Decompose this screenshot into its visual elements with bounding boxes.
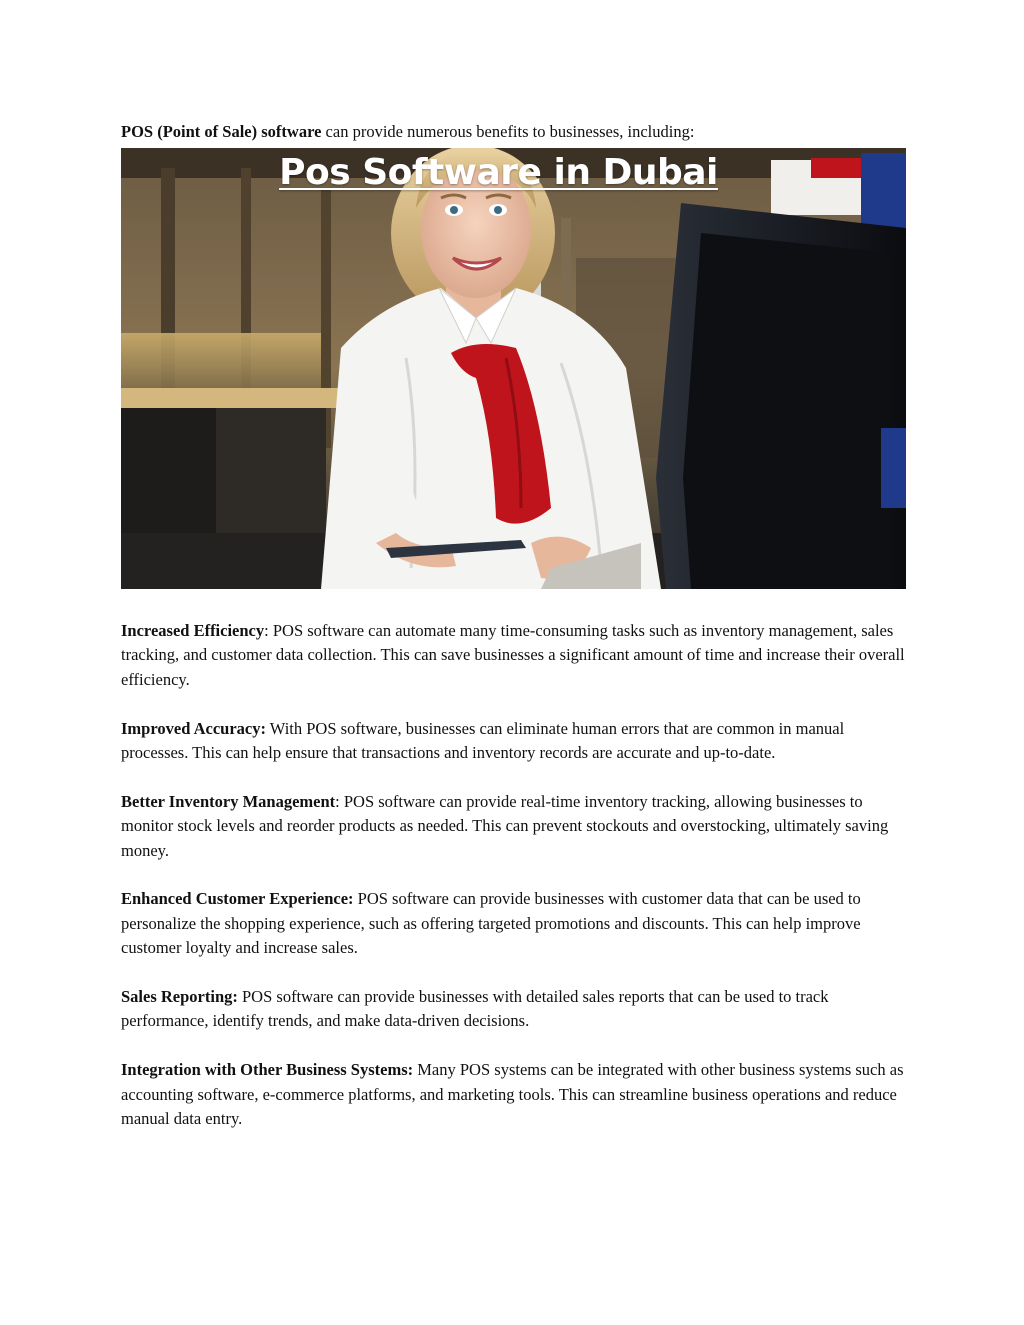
benefit-heading: Sales Reporting: xyxy=(121,987,238,1007)
hero-photo-illustration xyxy=(121,148,906,589)
benefits-list xyxy=(121,619,906,1131)
benefit-text: : POS software can automate many time-consuming tasks such as inventory management, sales tracking, and customer data collection. This can save businesses a significant amount of time and increase their overall efficiency. xyxy=(121,621,905,689)
intro-bold: POS (Point of Sale) software xyxy=(121,122,322,141)
benefit-customer-experience xyxy=(121,887,906,960)
benefit-efficiency xyxy=(121,619,906,692)
intro-text: can provide numerous benefits to businesses, including: xyxy=(321,122,695,141)
benefit-text: POS software can provide businesses with customer data that can be used to personalize the shopping experience, such as offering targeted promotions and discounts. This can help improve customer loyalty and increase sales. xyxy=(121,889,861,958)
benefit-inventory xyxy=(121,790,906,863)
benefit-text: POS software can provide businesses with detailed sales reports that can be used to track performance, identify trends, and make data-driven decisions. xyxy=(121,987,829,1031)
document-page xyxy=(121,120,906,1156)
benefit-text: Many POS systems can be integrated with other business systems such as accounting software, e-commerce platforms, and marketing tools. This can streamline business operations and reduce manual data entry. xyxy=(121,1060,904,1129)
benefit-heading: Integration with Other Business Systems: xyxy=(121,1060,414,1080)
benefit-heading: Better Inventory Management xyxy=(121,791,336,811)
benefit-sales-reporting xyxy=(121,985,906,1034)
hero-title: Pos Software in Dubai xyxy=(279,152,718,193)
benefit-heading: Increased Efficiency xyxy=(121,621,265,640)
benefit-text: : POS software can provide real-time inventory tracking, allowing businesses to monitor stock levels and reorder products as needed. This can prevent stockouts and overstocking, ultimately saving money. xyxy=(121,791,889,860)
benefit-heading: Enhanced Customer Experience: xyxy=(121,889,354,909)
benefit-text: With POS software, businesses can eliminate human errors that are common in manual processes. This can help ensure that transactions and inventory records are accurate and up-to-date. xyxy=(121,718,845,763)
benefit-integration xyxy=(121,1058,906,1131)
benefit-heading: Improved Accuracy: xyxy=(121,718,266,738)
intro-paragraph xyxy=(121,120,906,144)
benefit-accuracy xyxy=(121,717,906,766)
hero-image xyxy=(121,148,906,589)
